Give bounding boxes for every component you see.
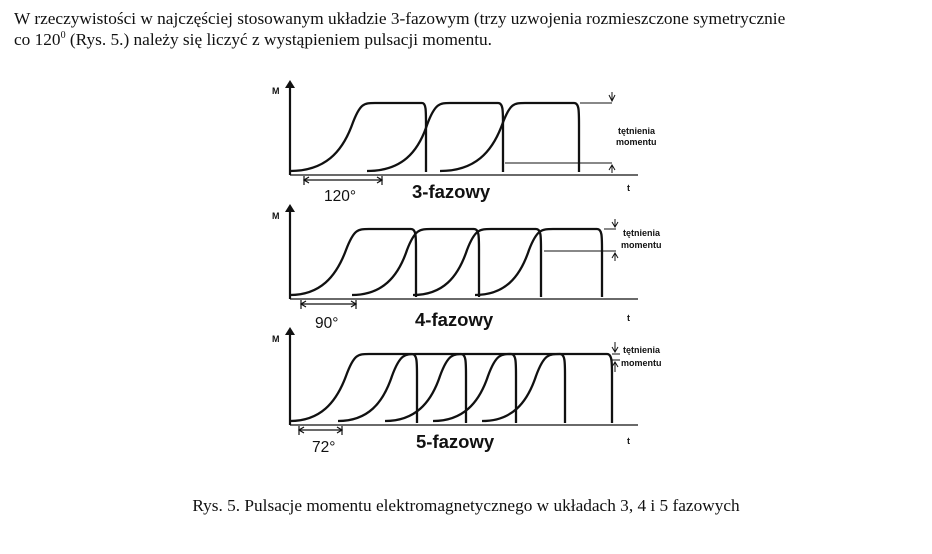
phase-pulse-4 [475, 229, 602, 297]
ripple-label-1: tętnienia [618, 126, 656, 136]
y-axis-label: M [272, 86, 280, 96]
phase-angle-label: 120° [324, 188, 357, 205]
panel-title: 3-fazowy [412, 181, 491, 202]
ripple-label-2: momentu [621, 358, 662, 368]
phase-pulse-2 [367, 103, 503, 172]
degree-superscript: 0 [60, 30, 66, 41]
ripple-label-1: tętnienia [623, 228, 661, 238]
panel-3-phase [272, 84, 657, 205]
panel-title: 5-fazowy [416, 431, 495, 452]
phase-pulse-5 [482, 354, 612, 423]
phase-pulse-1 [290, 229, 416, 297]
phase-pulse-1 [290, 103, 426, 172]
paragraph-line-2-rest: (Rys. 5.) należy się liczyć z wystąpieniem pulsacji momentu. [65, 30, 492, 49]
ripple-indicator [612, 342, 620, 372]
phase-pulse-2 [338, 354, 466, 423]
phase-angle-label: 72° [312, 439, 336, 456]
ripple-indicator [544, 219, 618, 261]
phase-angle-label: 90° [315, 315, 339, 332]
ripple-label-2: momentu [616, 137, 657, 147]
ripple-label-2: momentu [621, 240, 662, 250]
x-axis-label: t [627, 436, 630, 446]
phase-pulse-3 [413, 229, 541, 297]
paragraph-line-2-text: co 120 [14, 30, 61, 49]
x-axis-label: t [627, 313, 630, 323]
paragraph-line-1: W rzeczywistości w najczęściej stosowanym układzie 3-fazowym (trzy uzwojenia rozmieszczone symetrycznie [14, 9, 786, 28]
phase-angle-bracket [304, 176, 382, 185]
phase-pulse-3 [440, 103, 579, 172]
torque-curves [290, 354, 612, 423]
phase-pulse-3 [385, 354, 516, 423]
phase-angle-bracket [299, 426, 342, 435]
panel-4-phase [272, 208, 662, 332]
ripple-label-1: tętnienia [623, 345, 661, 355]
figure-caption: Rys. 5. Pulsacje momentu elektromagnetycznego w układach 3, 4 i 5 fazowych [192, 496, 740, 515]
y-axis-label: M [272, 334, 280, 344]
panel-5-phase [272, 331, 662, 456]
torque-curves [290, 103, 579, 172]
torque-curves [290, 229, 602, 297]
x-axis-label: t [627, 183, 630, 193]
phase-angle-bracket [301, 300, 356, 309]
panel-title: 4-fazowy [415, 309, 494, 330]
phase-pulse-4 [433, 354, 565, 423]
y-axis-label: M [272, 211, 280, 221]
